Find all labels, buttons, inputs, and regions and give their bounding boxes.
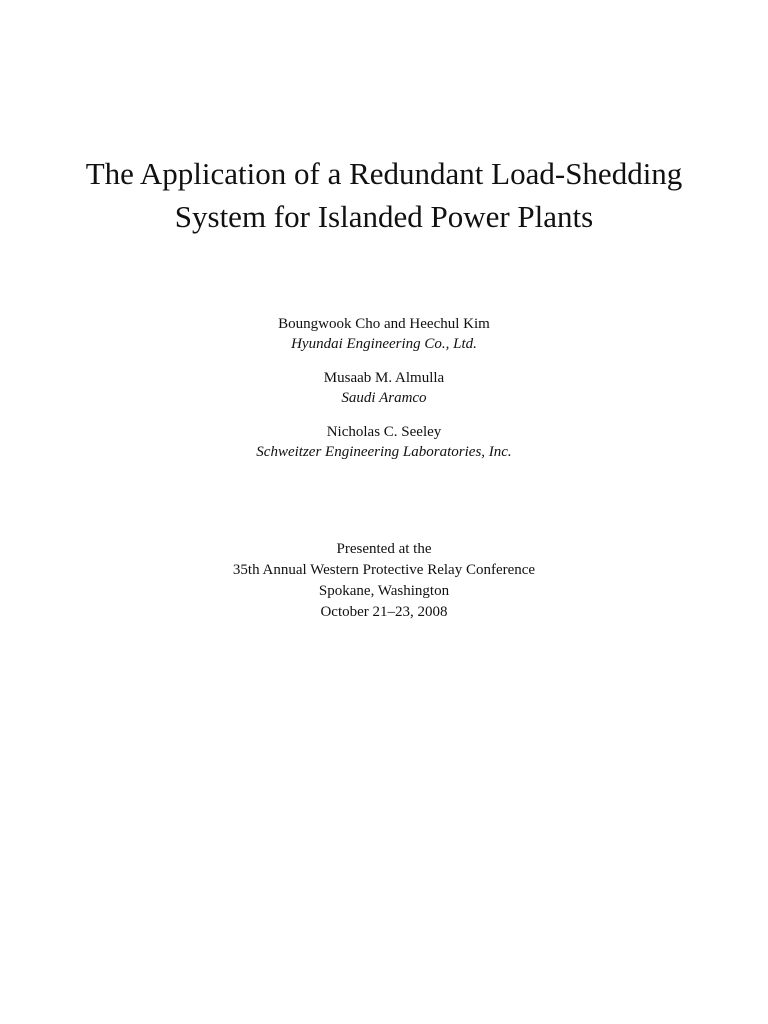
author-affiliation: Saudi Aramco xyxy=(341,390,427,406)
conference-location: Spokane, Washington xyxy=(318,583,450,599)
author-affiliation: Schweitzer Engineering Laboratories, Inc. xyxy=(256,444,512,460)
author-name: Musaab M. Almulla xyxy=(323,370,445,386)
author-name: Nicholas C. Seeley xyxy=(326,424,442,440)
presented-at-line: Presented at the xyxy=(336,541,432,557)
author-group xyxy=(0,314,768,354)
title-line-2: System for Islanded Power Plants xyxy=(174,199,594,234)
title-line-1: The Application of a Redundant Load-Shedding xyxy=(85,156,683,191)
author-list xyxy=(0,314,768,476)
author-name: Boungwook Cho and Heechul Kim xyxy=(278,316,490,332)
author-affiliation: Hyundai Engineering Co., Ltd. xyxy=(291,336,477,352)
author-group xyxy=(0,368,768,408)
paper-title xyxy=(0,152,768,238)
conference-date: October 21–23, 2008 xyxy=(320,604,448,620)
conference-name: 35th Annual Western Protective Relay Conference xyxy=(232,562,536,578)
presentation-info xyxy=(0,539,768,623)
author-group xyxy=(0,422,768,462)
